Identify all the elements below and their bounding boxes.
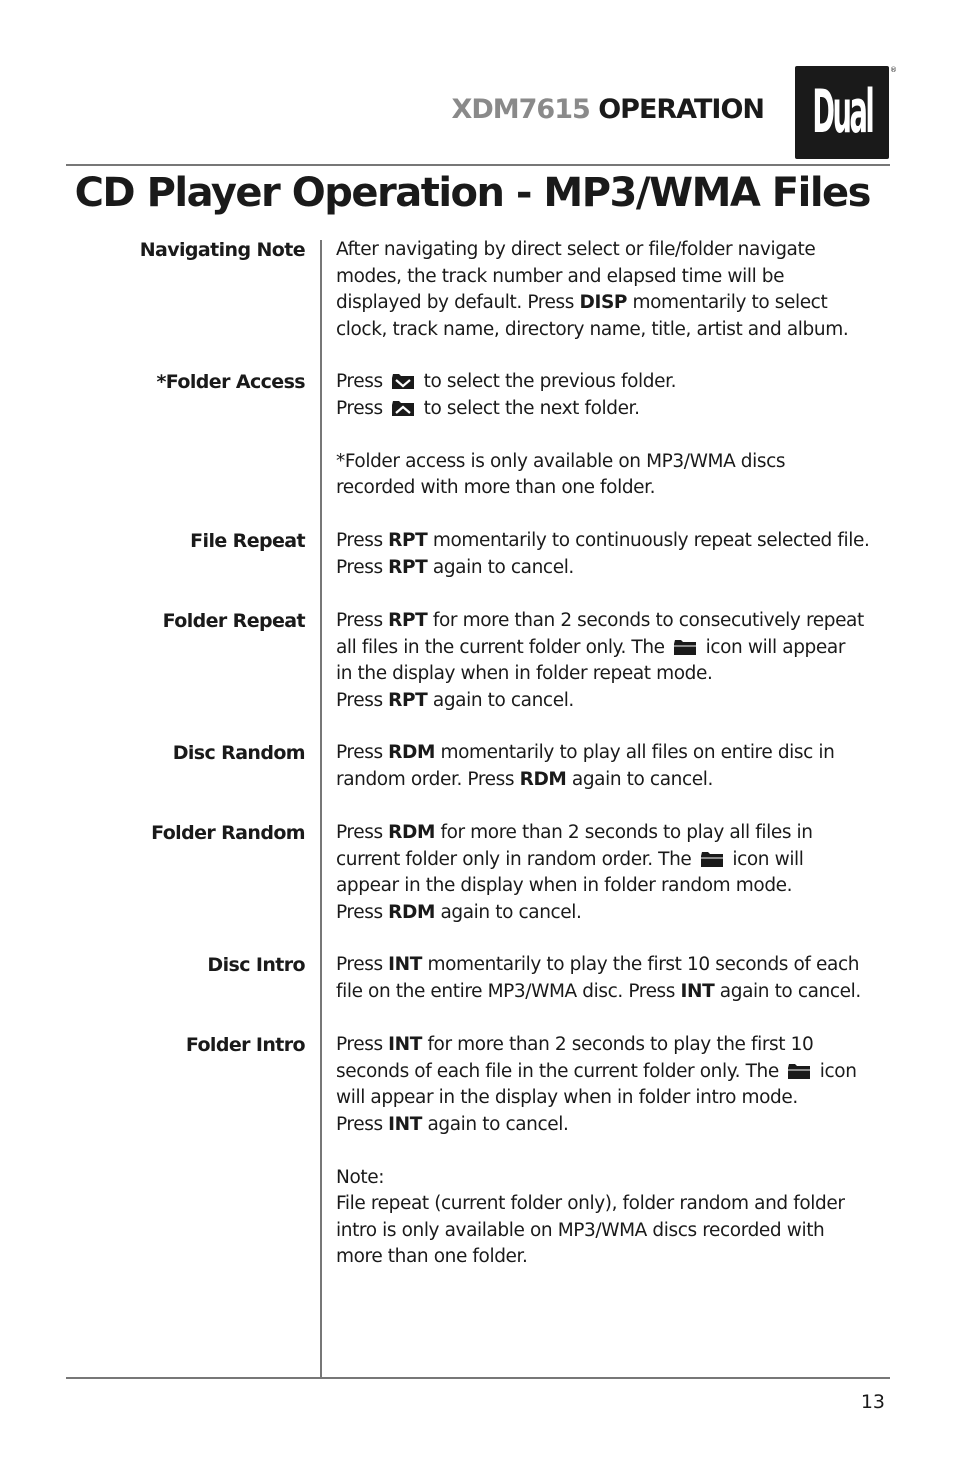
section-body xyxy=(336,740,896,793)
text-run: seconds of each file in the current folder only. The xyxy=(336,1060,785,1082)
spacer xyxy=(336,1138,896,1165)
text-run: Press xyxy=(336,954,389,975)
text-line xyxy=(336,369,896,396)
key-rpt: RPT xyxy=(388,610,428,631)
text-run: momentarily to select xyxy=(627,292,828,313)
text-run: again to cancel. xyxy=(427,689,574,711)
page-title: CD Player Operation - MP3/WMA Files xyxy=(74,170,870,216)
text-run: Press xyxy=(336,822,389,843)
text-run: Press xyxy=(336,371,389,392)
text-run: random order. Press xyxy=(336,768,520,790)
folder-icon xyxy=(673,640,697,656)
text-run: momentarily to continuously repeat selected file. xyxy=(427,530,870,551)
section-label: File Repeat xyxy=(190,530,305,552)
section-label: Folder Intro xyxy=(185,1034,305,1056)
header-title xyxy=(452,94,764,125)
text-run: momentarily to play the first 10 seconds of each xyxy=(421,954,860,975)
section-body xyxy=(336,952,896,1005)
text-line xyxy=(336,767,896,794)
text-run: icon xyxy=(814,1060,857,1082)
logo-text: Dual xyxy=(812,78,872,147)
text-line: appear in the display when in folder random mode. xyxy=(336,875,793,896)
text-run: Press xyxy=(336,610,389,631)
dual-logo xyxy=(795,66,889,159)
text-run: icon will appear xyxy=(700,636,846,658)
key-rpt: RPT xyxy=(388,689,428,711)
text-line: modes, the track number and elapsed time will be xyxy=(336,265,785,287)
text-run: file on the entire MP3/WMA disc. Press xyxy=(336,980,681,1002)
text-run: Press xyxy=(336,689,389,711)
section-label: Disc Random xyxy=(172,742,305,764)
folder-icon xyxy=(700,852,724,868)
key-rpt: RPT xyxy=(388,530,428,551)
note-title: Note: xyxy=(336,1166,385,1188)
text-line xyxy=(336,740,896,767)
text-line xyxy=(336,688,896,715)
section-body xyxy=(336,608,896,714)
text-line xyxy=(336,1059,896,1086)
key-int: INT xyxy=(388,1113,422,1135)
spacer xyxy=(336,422,896,449)
text-line: recorded with more than one folder. xyxy=(336,477,656,498)
text-run: again to cancel. xyxy=(421,1113,569,1135)
text-run: Press xyxy=(336,530,389,551)
text-run: Press xyxy=(336,1113,389,1135)
text-line xyxy=(336,952,896,979)
text-line xyxy=(336,979,896,1006)
text-run: current folder only in random order. The xyxy=(336,848,697,870)
note-line: intro is only available on MP3/WMA discs recorded with xyxy=(336,1219,825,1241)
text-run: to select the next folder. xyxy=(418,397,640,419)
text-run: again to cancel. xyxy=(434,901,582,923)
key-rpt: RPT xyxy=(388,556,428,578)
section-label: Folder Repeat xyxy=(162,610,305,632)
text-line xyxy=(336,608,896,635)
key-int: INT xyxy=(388,1034,422,1055)
text-line xyxy=(336,1032,896,1059)
text-run: Press xyxy=(336,397,389,419)
folder-up-icon xyxy=(391,401,415,417)
footer-rule xyxy=(66,1377,890,1379)
text-run: again to cancel. xyxy=(427,556,574,578)
key-rdm: RDM xyxy=(388,742,435,763)
section-body xyxy=(336,528,896,581)
text-line: After navigating by direct select or file/folder navigate xyxy=(336,239,816,260)
text-run: Press xyxy=(336,742,389,763)
column-divider xyxy=(320,240,322,1378)
key-rdm: RDM xyxy=(519,768,567,790)
section-label: Navigating Note xyxy=(139,239,305,261)
note-line: more than one folder. xyxy=(336,1246,528,1267)
text-line xyxy=(336,528,896,555)
key-rdm: RDM xyxy=(388,822,435,843)
section-body xyxy=(336,820,896,926)
model-name: XDM7615 xyxy=(451,94,590,125)
section-label: *Folder Access xyxy=(156,371,305,393)
text-run: all files in the current folder only. The xyxy=(336,636,671,658)
text-run: momentarily to play all files on entire disc in xyxy=(434,742,835,763)
text-run: for more than 2 seconds to play the first 10 xyxy=(421,1034,814,1055)
page-number: 13 xyxy=(860,1391,885,1413)
text-line: in the display when in folder repeat mode. xyxy=(336,663,713,684)
text-line xyxy=(336,847,896,874)
text-run: for more than 2 seconds to consecutively repeat xyxy=(427,610,864,631)
folder-icon xyxy=(787,1064,811,1080)
text-run: icon will xyxy=(726,848,804,870)
key-int: INT xyxy=(680,980,715,1002)
text-run: again to cancel. xyxy=(714,980,861,1002)
text-line xyxy=(336,635,896,662)
note-line: File repeat (current folder only), folder random and folder xyxy=(336,1193,845,1214)
text-run: again to cancel. xyxy=(566,768,713,790)
text-line xyxy=(336,820,896,847)
text-line xyxy=(336,555,896,582)
text-line xyxy=(336,900,896,927)
text-run: Press xyxy=(336,556,389,578)
section-label: Folder Random xyxy=(151,822,305,844)
text-line xyxy=(336,396,896,423)
section-label: Disc Intro xyxy=(207,954,305,976)
text-run: Press xyxy=(336,901,389,923)
text-line: will appear in the display when in folder intro mode. xyxy=(336,1087,798,1108)
text-run: for more than 2 seconds to play all files in xyxy=(434,822,813,843)
text-line xyxy=(336,1112,896,1139)
folder-down-icon xyxy=(391,374,415,390)
operation-label: OPERATION xyxy=(598,94,764,125)
text-line: clock, track name, directory name, title, artist and album. xyxy=(336,318,849,340)
text-line xyxy=(336,290,896,317)
text-run: to select the previous folder. xyxy=(418,371,677,392)
section-body xyxy=(336,1032,896,1271)
text-run: Press xyxy=(336,1034,389,1055)
registered-mark: ® xyxy=(890,66,897,74)
key-rdm: RDM xyxy=(388,901,435,923)
text-line: *Folder access is only available on MP3/WMA discs xyxy=(336,450,786,472)
key-int: INT xyxy=(388,954,422,975)
text-run: displayed by default. Press xyxy=(336,292,580,313)
header-rule xyxy=(66,164,890,166)
section-body xyxy=(336,237,896,343)
key-disp: DISP xyxy=(579,292,628,313)
section-body xyxy=(336,369,896,502)
